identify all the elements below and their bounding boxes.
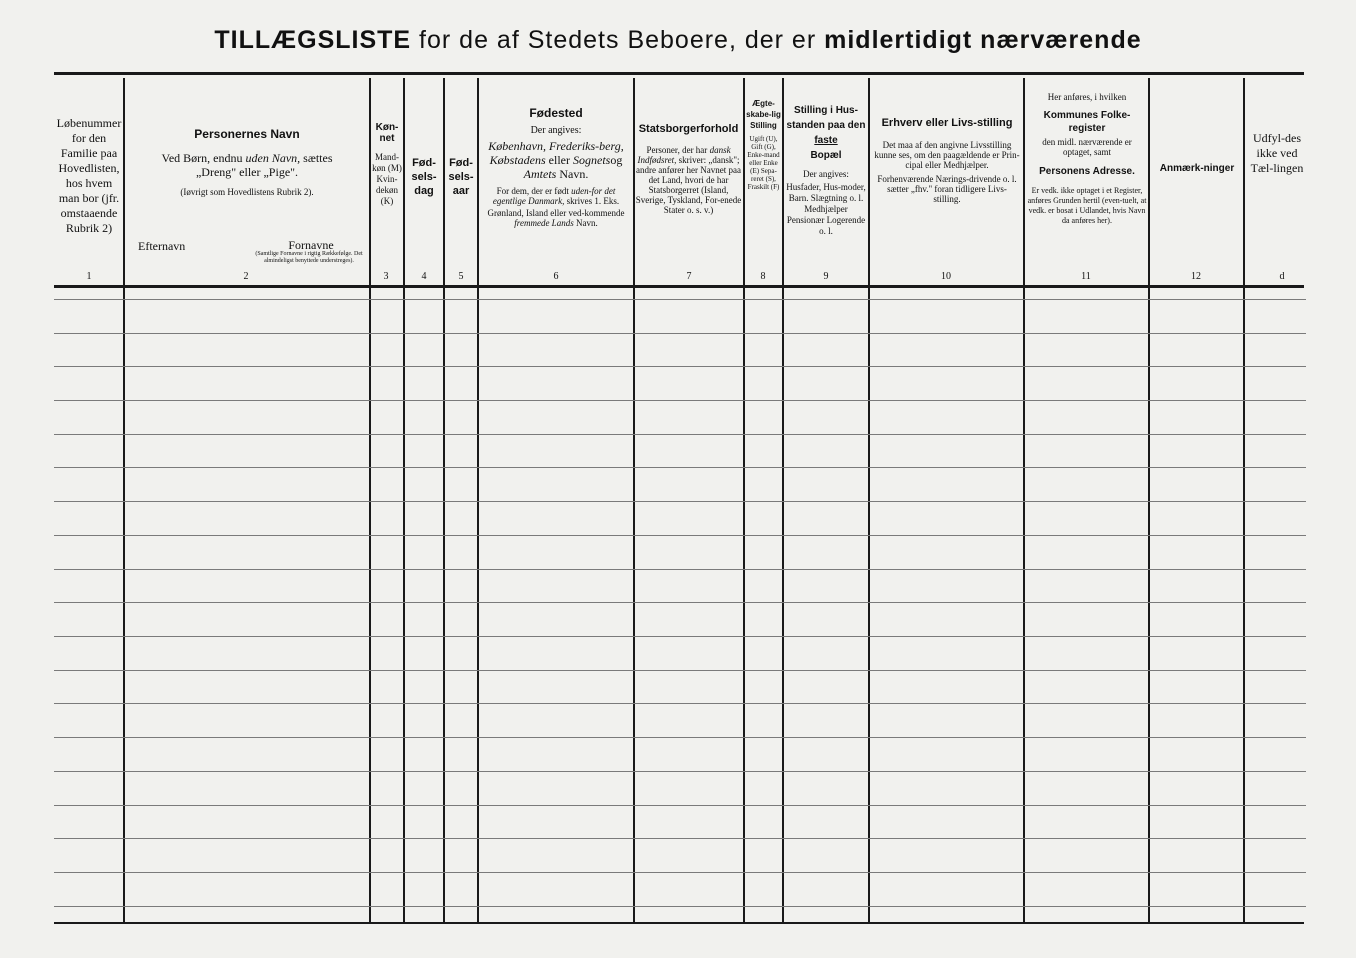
col6-p3i: fremmede Lands: [514, 218, 574, 228]
col-number-5: 5: [458, 271, 464, 282]
form-title: [0, 26, 1356, 55]
col4-heading: Fød-sels-dag: [411, 157, 437, 197]
col5-header: [446, 156, 476, 198]
col-separator: [123, 78, 125, 922]
col11-p: Er vedk. ikke optaget i et Register, anføres Grunden hertil (even-tuelt, at vedk. er bosat i Udlandet, hvis Navn da anføres her).: [1027, 186, 1147, 225]
col6-plain3: Navn.: [559, 167, 589, 181]
col7-a: Personer, der har: [646, 145, 708, 155]
col3-heading: Køn-net: [375, 122, 399, 144]
col2-header: [128, 127, 366, 197]
col9-heading: [786, 103, 866, 163]
col10-heading: Erhverv eller Livs-stilling: [881, 117, 1013, 129]
col-separator: [369, 78, 371, 922]
col9-heading-u: faste: [814, 135, 838, 146]
row-line: [54, 602, 1306, 603]
col4-header: [407, 156, 441, 198]
col-number-8: 8: [760, 271, 766, 282]
row-line: [54, 400, 1306, 401]
col6-plain1: eller: [548, 153, 570, 167]
row-line: [54, 501, 1306, 502]
col11-heading2: Personens Adresse.: [1039, 166, 1135, 177]
col11-top: Her anføres, i hvilken: [1047, 92, 1127, 102]
col5-heading: Fød-sels-aar: [448, 157, 474, 197]
col6-italic2: Sognets: [573, 153, 611, 167]
col7-header: [635, 124, 742, 215]
col11-header: [1027, 92, 1147, 226]
col10-header: [874, 115, 1020, 204]
row-line: [54, 434, 1306, 435]
col6-p1: [482, 139, 630, 181]
col6-italic3: Amtets: [523, 167, 557, 181]
col2-heading: Personernes Navn: [194, 127, 300, 141]
col6-heading: Fødested: [529, 106, 583, 120]
col6-italic1: København, Frederiks-berg, Købstadens: [488, 139, 624, 167]
top-rule: [54, 72, 1304, 75]
col6-p2b: skrives 1. Eks.: [566, 196, 620, 206]
col6-p3: [482, 208, 630, 228]
first-names-label: Fornavne: [288, 238, 334, 252]
col2-line1-b: sættes: [303, 151, 333, 165]
col2-sub-right: [258, 238, 364, 252]
row-line: [54, 636, 1306, 637]
col-number-7: 7: [686, 271, 692, 282]
row-line: [54, 366, 1306, 367]
col6-p2a: For dem, der er født: [496, 186, 569, 196]
row-line: [54, 299, 1306, 300]
title-tail: midlertidigt nærværende: [824, 26, 1142, 54]
row-line: [54, 535, 1306, 536]
col6-sub: Der angives:: [530, 125, 582, 136]
col6-header: [482, 106, 630, 228]
col7-p: [635, 145, 742, 215]
col-separator: [868, 78, 870, 922]
col-separator: [1148, 78, 1150, 922]
col-number-10: 10: [941, 271, 951, 282]
col2-sub-right-note: [250, 251, 368, 265]
col-number-1: 1: [86, 271, 92, 282]
cold-text: Udfyl-des ikke ved Tæl-lingen: [1250, 131, 1304, 175]
col2-line1-italic: uden Navn,: [245, 151, 301, 165]
col9-heading-b: Bopæl: [810, 150, 842, 161]
row-line: [54, 805, 1306, 806]
col6-p2: [482, 186, 630, 206]
col-separator: [1023, 78, 1025, 922]
row-line: [54, 703, 1306, 704]
col12-header: [1152, 162, 1242, 176]
row-line: [54, 872, 1306, 873]
col1-text: Løbenummer for den Familie paa Hovedlisten, hos hvem man bor (jfr. omstaaende Rubrik 2): [56, 116, 122, 235]
col6-p3a: Grønland, Island eller ved-kommende: [487, 208, 625, 218]
col6-p3b: Navn.: [575, 218, 598, 228]
col-number-4: 4: [421, 271, 427, 282]
col-separator: [477, 78, 479, 922]
col-separator: [1243, 78, 1245, 922]
col-number-11: 11: [1081, 271, 1091, 282]
col2-note: (Iøvrigt som Hovedlistens Rubrik 2).: [180, 187, 314, 197]
col9-sub: Der angives:: [803, 169, 849, 179]
bottom-rule: [54, 922, 1304, 924]
col-number-d: d: [1279, 271, 1285, 282]
col12-heading: Anmærk-ninger: [1159, 163, 1235, 174]
first-names-note: (Samtlige Fornavne i rigtig Rækkefølge. Det almindeligst benyttede understreges).: [255, 251, 363, 264]
col7-b: skriver: „dansk"; andre anfører her Navnet paa det Land, hvori de har Statsborgerret (Island, Sverige, Tyskland, For-enede Stater o. s. v.): [635, 155, 742, 215]
col1-header: [56, 116, 122, 236]
col11-mid: den midl. nærværende er optaget, samt: [1042, 137, 1132, 157]
col7-heading: Statsborgerforhold: [638, 123, 739, 135]
col2-line1: [128, 151, 366, 165]
row-line: [54, 737, 1306, 738]
col9-body: Husfader, Hus-moder, Barn. Slægtning o. l. Medhjælper Pensionær Logerende o. l.: [786, 182, 866, 236]
col9-header: [786, 103, 866, 237]
col-number-12: 12: [1191, 271, 1201, 282]
row-line: [54, 333, 1306, 334]
col8-header: [745, 98, 782, 191]
col-separator: [743, 78, 745, 922]
row-line: [54, 670, 1306, 671]
col6-plain2: og: [610, 153, 623, 167]
col-number-3: 3: [383, 271, 389, 282]
title-main: TILLÆGSLISTE: [214, 26, 412, 54]
col-separator: [403, 78, 405, 922]
cold-header: [1248, 131, 1306, 176]
col2-line1-a: Ved Børn, endnu: [161, 151, 243, 165]
col6-p2i: uden-for det egentlige Danmark,: [492, 186, 616, 206]
col10-p2: Forhenværende Nærings-drivende o. l. sætter „fhv." foran tidligere Livs-stilling.: [877, 174, 1017, 204]
col-separator: [443, 78, 445, 922]
col3-body: Mand-køn (M) Kvin-dekøn (K): [372, 152, 402, 206]
col-separator: [782, 78, 784, 922]
title-rest: for de af Stedets Beboere, der er: [419, 26, 817, 54]
surname-label: Efternavn: [138, 239, 186, 253]
header-bottom-rule: [54, 285, 1304, 288]
col-number-9: 9: [823, 271, 829, 282]
row-line: [54, 906, 1306, 907]
col9-heading-a: Stilling i Hus-standen paa den: [786, 105, 866, 131]
col-number-6: 6: [553, 271, 559, 282]
col2-line2: „Dreng" eller „Pige".: [195, 165, 299, 179]
col11-heading: Kommunes Folke-register: [1043, 110, 1131, 134]
row-line: [54, 467, 1306, 468]
row-line: [54, 771, 1306, 772]
col2-sub-left: [138, 239, 208, 253]
row-line: [54, 569, 1306, 570]
col-number-2: 2: [243, 271, 249, 282]
col8-body: Ugift (U), Gift (G), Enke-mand eller Enke (E) Sepa-reret (S), Fraskilt (F): [747, 135, 780, 191]
row-line: [54, 838, 1306, 839]
col8-heading: Ægte-skabe-lig Stilling: [746, 99, 781, 130]
col7-ai: dansk Indfødsret,: [637, 145, 731, 165]
col10-p1: Det maa af den angivne Livsstilling kunne ses, om den paagældende er Prin-cipal eller Medhjælper.: [874, 140, 1020, 170]
col3-header: [372, 122, 402, 207]
